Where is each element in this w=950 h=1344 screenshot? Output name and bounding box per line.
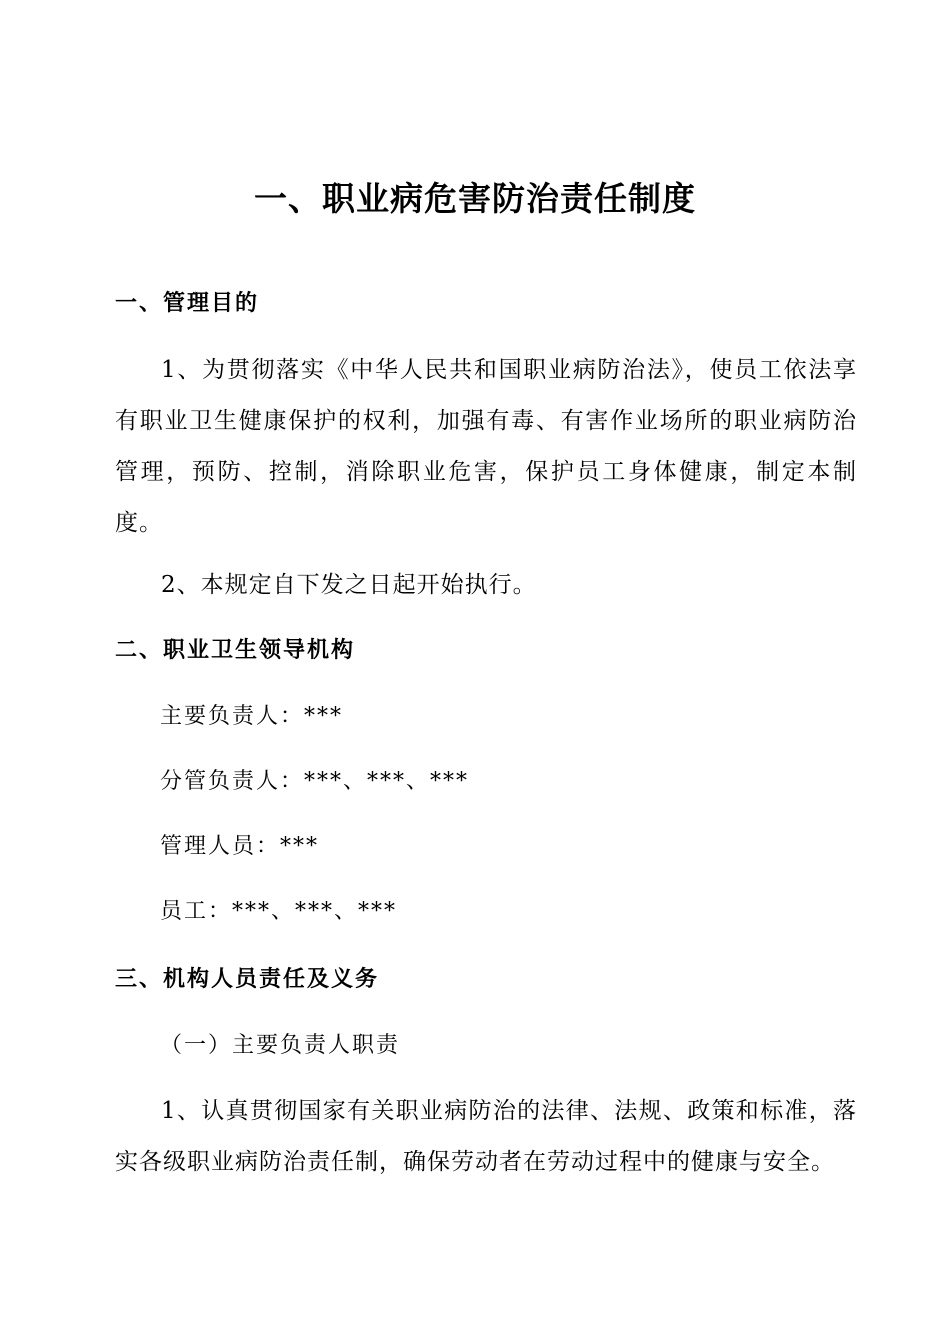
document-title: 一、职业病危害防治责任制度 (254, 179, 696, 218)
leadership-item-managers: 管理人员：*** (160, 834, 320, 859)
purpose-paragraph-1: 1、为贯彻落实《中华人民共和国职业病防治法》，使员工依法享有职业卫生健康保护的权利，加强有毒、有害作业场所的职业病防治管理，预防、控制，消除职业危害，保护员工身体健康，制定本制度。 (115, 357, 857, 536)
purpose-paragraph-2: 2、本规定自下发之日起开始执行。 (161, 572, 537, 598)
section-heading-duties: 三、机构人员责任及义务 (115, 967, 380, 992)
section-heading-purpose: 一、管理目的 (115, 291, 260, 316)
duties-sub-heading-main-responsible: （一）主要负责人职责 (160, 1033, 401, 1058)
leadership-item-staff: 员工：***、***、*** (160, 899, 398, 924)
leadership-item-deputy-responsible: 分管负责人：***、***、*** (160, 769, 470, 794)
section-heading-leadership: 二、职业卫生领导机构 (115, 638, 356, 663)
duties-paragraph-1: 1、认真贯彻国家有关职业病防治的法律、法规、政策和标准，落实各级职业病防治责任制，确保劳动者在劳动过程中的健康与安全。 (115, 1098, 857, 1175)
leadership-item-main-responsible: 主要负责人：*** (160, 704, 344, 729)
